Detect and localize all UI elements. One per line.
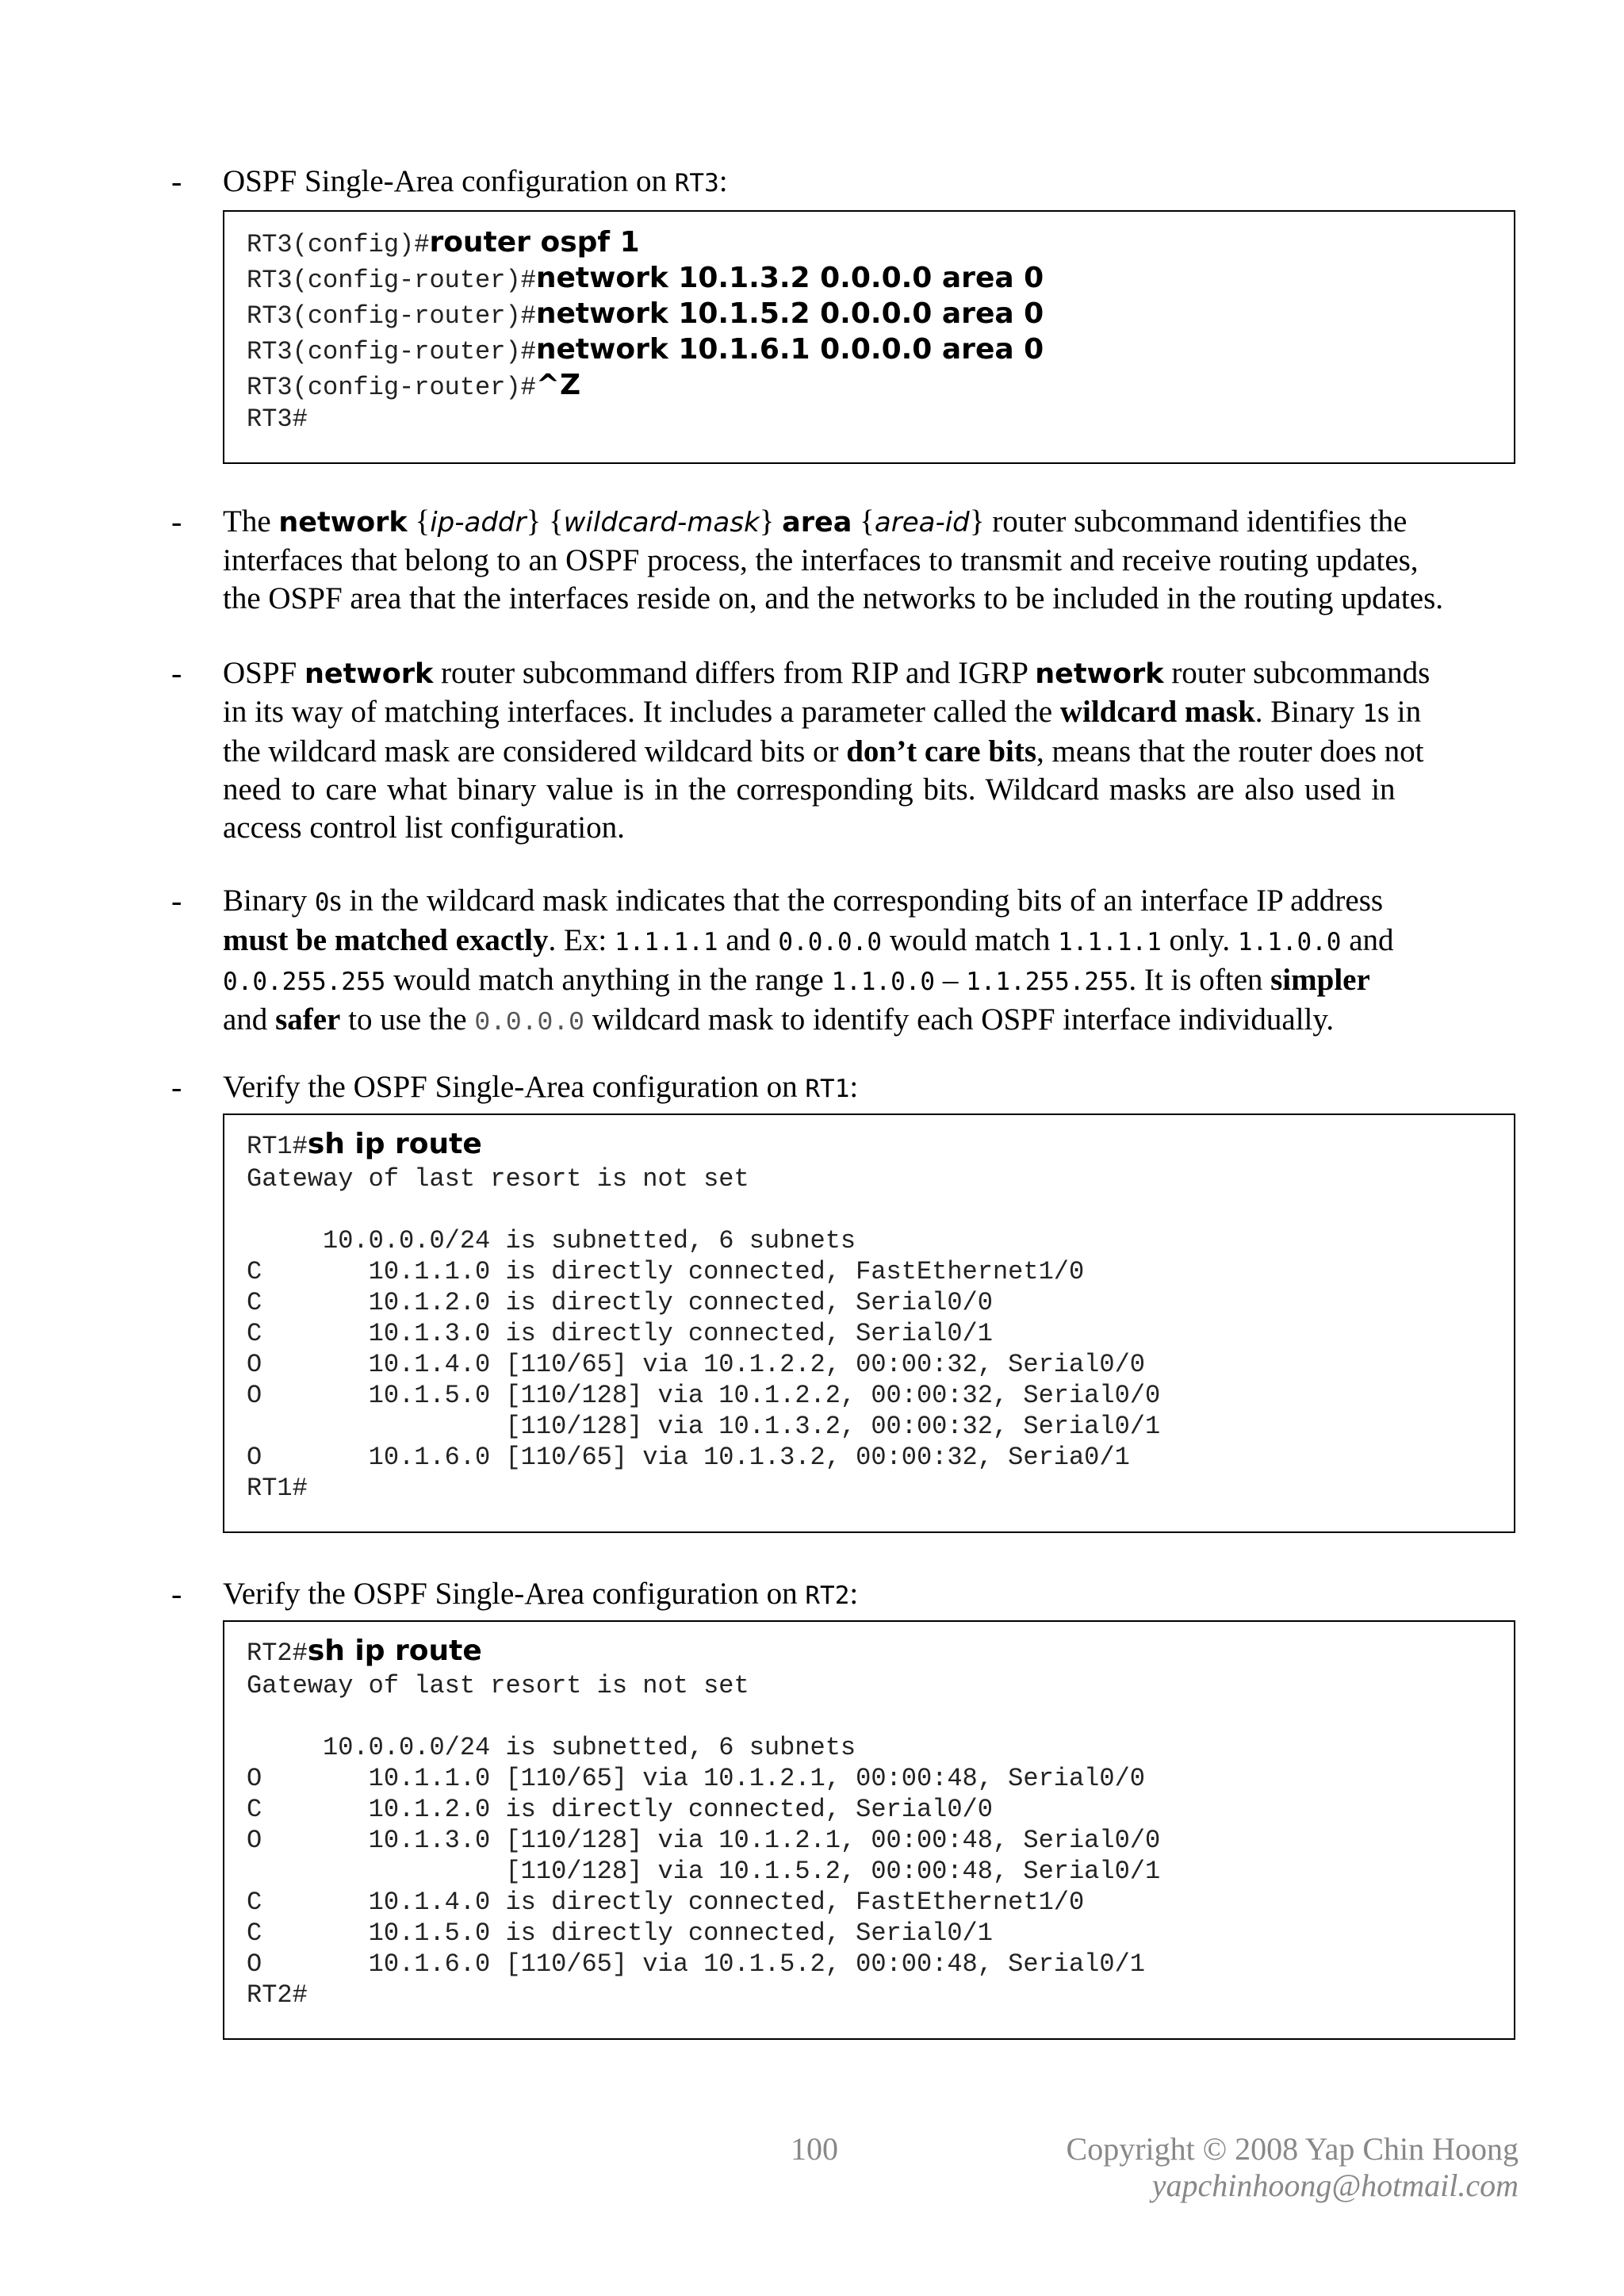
text: :	[718, 164, 728, 198]
cli-line	[247, 1635, 482, 1668]
cli-prompt: RT3(config-router)#	[247, 301, 536, 331]
cli-prompt: RT1#	[247, 1132, 308, 1161]
cli-command: router ospf 1	[429, 226, 640, 259]
cli-line	[247, 333, 1044, 366]
cli-line	[247, 1128, 482, 1161]
text-line	[223, 503, 1519, 542]
paragraph-network-command	[223, 503, 1519, 618]
text-line: interfaces that belong to an OSPF process, the interfaces to transmit and receive routing updates,	[223, 543, 1419, 577]
bullet-dash: -	[171, 504, 182, 539]
copyright-text: Copyright © 2008 Yap Chin Hoong	[1066, 2131, 1519, 2167]
cli-line	[247, 262, 1044, 295]
cli-command: network 10.1.3.2 0.0.0.0 area 0	[535, 262, 1044, 294]
cli-line	[247, 404, 308, 434]
bullet-dash: -	[171, 1069, 182, 1105]
text-line: need to care what binary value is in the corresponding bits. Wildcard masks are also used in	[223, 772, 1396, 807]
cli-line	[247, 297, 1044, 331]
cli-prompt: RT3(config-router)#	[247, 337, 536, 366]
cli-command: ^Z	[535, 369, 581, 401]
heading-rt3-config	[223, 163, 1519, 202]
cli-prompt: RT3(config-router)#	[247, 373, 536, 402]
route-output: Gateway of last resort is not set 10.0.0.0/24 is subnetted, 6 subnets C 10.1.1.0 is directly connected, FastEthernet1/0 C 10.1.2.0 is directly connected, Serial0/0 C 10.1.3.0 is directly connected, Serial0/1 O 10.1.4.0 [110/65] via 10.1.2.2, 00:00:32, Serial0/0 O 10.1.5.0 [110/128] via 10.1.2.2, 00:00:32, Serial0/0 [110/128] via 10.1.3.2, 00:00:32, Serial0/1 O 10.1.6.0 [110/65] via 10.1.3.2, 00:00:32, Seria0/1 RT1#	[247, 1164, 1161, 1503]
text-line: Binary 0s in the wildcard mask indicates that the corresponding bits of an interface IP address	[223, 884, 1384, 918]
heading-rt2-verify: Verify the OSPF Single-Area configuration on RT2:	[223, 1577, 859, 1611]
route-output: Gateway of last resort is not set 10.0.0.0/24 is subnetted, 6 subnets O 10.1.1.0 [110/65] via 10.1.2.1, 00:00:48, Serial0/0 C 10.1.2.0 is directly connected, Serial0/0 O 10.1.3.0 [110/128] via 10.1.2.1, 00:00:48, Serial0/0 [110/128] via 10.1.5.2, 00:00:48, Serial0/1 C 10.1.4.0 is directly connected, FastEthernet1/0 C 10.1.5.0 is directly connected, Serial0/1 O 10.1.6.0 [110/65] via 10.1.5.2, 00:00:48, Serial0/1 RT2#	[247, 1671, 1161, 2010]
rt1-route-box	[223, 1114, 1515, 1533]
text-line: the wildcard mask are considered wildcard bits or don’t care bits, means that the router does not	[223, 734, 1424, 769]
text-line: and safer to use the 0.0.0.0 wildcard mask to identify each OSPF interface individually.	[223, 1002, 1335, 1037]
cli-command: sh ip route	[307, 1635, 482, 1667]
page-number: 100	[791, 2131, 838, 2167]
author-email: yapchinhoong@hotmail.com	[1151, 2168, 1519, 2203]
text-line: the OSPF area that the interfaces reside on, and the networks to be included in the routing updates.	[223, 581, 1443, 615]
cli-line	[247, 226, 640, 259]
cli-line	[247, 369, 580, 402]
cli-prompt: RT2#	[247, 1639, 308, 1668]
cli-command: sh ip route	[307, 1128, 482, 1160]
cli-prompt: RT3(config-router)#	[247, 266, 536, 295]
text-line: OSPF network router subcommand differs from RIP and IGRP network router subcommands	[223, 656, 1431, 690]
cli-prompt: RT3(config)#	[247, 230, 430, 259]
text-line: access control list configuration.	[223, 811, 625, 845]
text-line: 0.0.255.255 would match anything in the range 1.1.0.0 – 1.1.255.255. It is often simpler	[223, 963, 1370, 997]
paragraph-binary-zeros	[223, 882, 1507, 1042]
rt3-config-box	[223, 210, 1515, 464]
bullet-dash: -	[171, 883, 182, 918]
rt2-route-box	[223, 1620, 1515, 2040]
paragraph-wildcard-mask	[223, 654, 1507, 847]
text: OSPF Single-Area configuration on	[223, 164, 675, 198]
cli-prompt: RT3#	[247, 404, 308, 434]
heading-rt1-verify: Verify the OSPF Single-Area configuration on RT1:	[223, 1070, 859, 1104]
code-text: RT3	[674, 169, 719, 197]
text-run: The network {ip-addr} {wildcard-mask} area {area-id} router subcommand identifies the	[223, 504, 1408, 539]
bullet-dash: -	[171, 163, 182, 199]
bullet-dash: -	[171, 655, 182, 691]
text-line: must be matched exactly. Ex: 1.1.1.1 and 0.0.0.0 would match 1.1.1.1 only. 1.1.0.0 and	[223, 923, 1394, 957]
text-line: in its way of matching interfaces. It includes a parameter called the wildcard mask. Binary 1s in	[223, 695, 1422, 729]
cli-command: network 10.1.6.1 0.0.0.0 area 0	[535, 333, 1044, 366]
bullet-dash: -	[171, 1576, 182, 1612]
cli-command: network 10.1.5.2 0.0.0.0 area 0	[535, 297, 1044, 330]
